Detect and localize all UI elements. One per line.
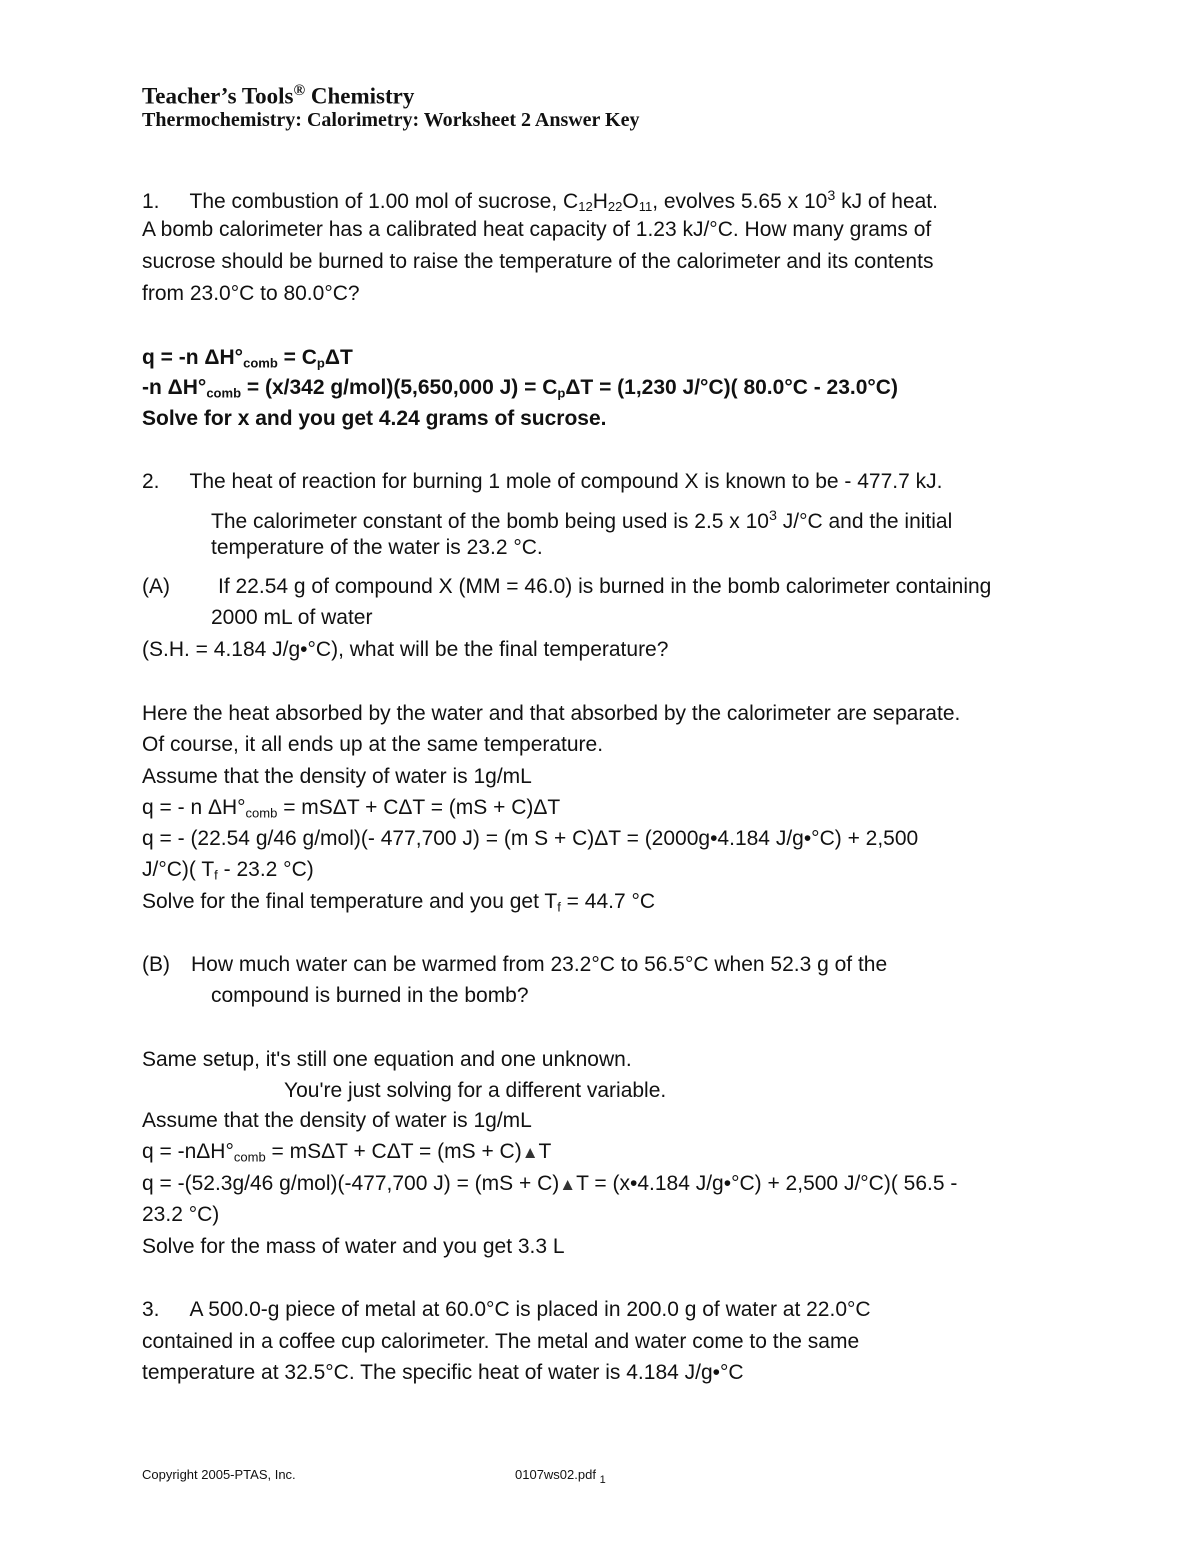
- q2a-solution-1: Here the heat absorbed by the water and that absorbed by the calorimeter are separate.: [142, 702, 961, 725]
- q2a-solution-5: q = - (22.54 g/46 g/mol)(- 477,700 J) = (m S + C)ΔT = (2000g•4.184 J/g•°C) + 2,500: [142, 827, 919, 850]
- footer-filename: 0107ws02.pdf $_1$: [515, 1467, 606, 1486]
- document-title: Teacher’s Tools® Chemistry: [142, 82, 415, 109]
- q2b-line-2: compound is burned in the bomb?: [211, 984, 529, 1007]
- q2b-solution-7: Solve for the mass of water and you get 3.3 L: [142, 1235, 565, 1258]
- q2a-label: (A): [142, 575, 170, 598]
- q2a-solution-7: Solve for the final temperature and you get $T_f = 44.7$ °C: [142, 890, 656, 915]
- q2b-solution-4: $q = -n\Delta H^\circ_{comb} = mS\Delta T + C\Delta T = (mS$ + C)▲T: [142, 1140, 552, 1165]
- footer-copyright: Copyright 2005-PTAS, Inc.: [142, 1467, 296, 1482]
- q3-line-2: contained in a coffee cup calorimeter. The metal and water come to the same: [142, 1330, 860, 1353]
- q3-number: 3.: [142, 1298, 160, 1321]
- broken-glyph-icon: ▲: [559, 1175, 577, 1194]
- q1-number: 1.: [142, 189, 160, 213]
- q2b-solution-5: q = -(52.3g/46 g/mol)(-477,700 J) = (mS + C)▲T = (x•4.184 J/g•°C) + 2,500 J/°C)( 56.5 -: [142, 1172, 958, 1195]
- q2a-line-2: 2000 mL of water: [211, 606, 373, 629]
- q2b-solution-1: Same setup, it's still one equation and one unknown.: [142, 1048, 632, 1071]
- broken-glyph-icon: ▲: [521, 1143, 539, 1162]
- q3-line-3: temperature at 32.5°C. The specific heat of water is 4.184 J/g•°C: [142, 1361, 744, 1384]
- page-number: 1: [599, 1474, 606, 1486]
- q1-line-3: sucrose should be burned to raise the temperature of the calorimeter and its contents: [142, 250, 934, 273]
- q2b-label: (B): [142, 953, 170, 976]
- q1-line-1: 1. The combustion of 1.00 mol of sucrose, $C_{12}H_{22}O_{11}$, evolves 5.65 x $10^3$ kJ of heat.: [142, 188, 938, 215]
- q2a-solution-6: J/°C)( $T_f - 23.2$ °C): [142, 858, 314, 883]
- q2a-solution-3: Assume that the density of water is 1g/mL: [142, 765, 532, 788]
- q2b-line-1: How much water can be warmed from 23.2°C to 56.5°C when 52.3 g of the: [191, 953, 888, 976]
- q2-line-1: 2. The heat of reaction for burning 1 mole of compound X is known to be - 477.7 kJ.: [142, 470, 943, 493]
- q1-line-2: A bomb calorimeter has a calibrated heat capacity of 1.23 kJ/°C. How many grams of: [142, 218, 932, 241]
- q2a-line-1: If 22.54 g of compound X (MM = 46.0) is burned in the bomb calorimeter containing: [218, 575, 992, 598]
- q2a-solution-4: q = - n $\Delta H^\circ_{comb} = mS\Delta T + C\Delta T = (mS + C)\Delta T$: [142, 796, 561, 821]
- q2a-solution-2: Of course, it all ends up at the same temperature.: [142, 733, 604, 756]
- q2-line-3: temperature of the water is 23.2 °C.: [211, 536, 543, 559]
- q2b-solution-3: Assume that the density of water is 1g/mL: [142, 1109, 532, 1132]
- q1-line-4: from 23.0°C to 80.0°C?: [142, 282, 360, 305]
- q2b-solution-6: 23.2 °C): [142, 1203, 220, 1226]
- q1-answer-line-1: q = -n $\Delta H^\circ_{comb} = C_p\Delta T$: [142, 346, 353, 371]
- document-subtitle: Thermochemistry: Calorimetry: Worksheet 2 Answer Key: [142, 109, 640, 131]
- q2-line-2: The calorimeter constant of the bomb being used is 2.5 x $10^3$ J/°C and the initial: [211, 508, 953, 533]
- q2b-solution-2: You're just solving for a different variable.: [284, 1079, 667, 1102]
- q2a-line-3: (S.H. = 4.184 J/g•°C), what will be the final temperature?: [142, 638, 669, 661]
- q1-answer-line-2: -n $\Delta H^\circ_{comb} = (x/342$ g/mol)(5,650,000 $J) = C_p\Delta T = (1,230$ J/°C)( 80.0°C - 23.0°C): [142, 376, 898, 401]
- q1-answer-line-3: Solve for x and you get 4.24 grams of sucrose.: [142, 407, 607, 430]
- q2-number: 2.: [142, 470, 160, 493]
- q3-line-1: 3. A 500.0-g piece of metal at 60.0°C is placed in 200.0 g of water at 22.0°C: [142, 1298, 871, 1321]
